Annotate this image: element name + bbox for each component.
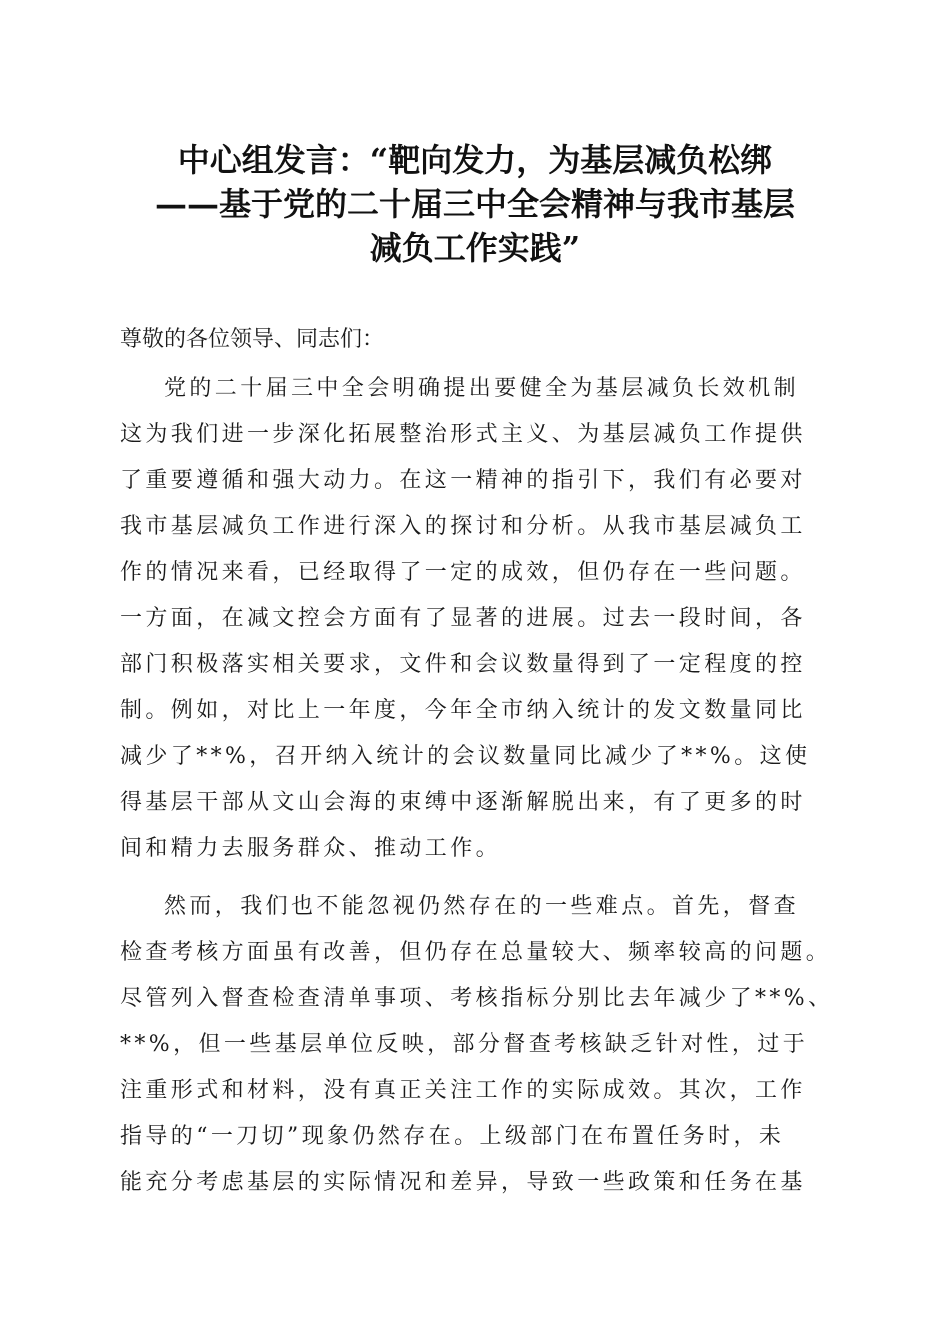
- paragraph-line: 一方面，在减文控会方面有了显著的进展。过去一段时间，各: [120, 606, 806, 631]
- paragraph-line: 指导的“一刀切”现象仍然存在。上级部门在布置任务时，未: [120, 1124, 785, 1149]
- paragraph-line: 尽管列入督查检查清单事项、考核指标分别比去年减少了**%、: [120, 986, 834, 1011]
- paragraph-line: 这为我们进一步深化拓展整治形式主义、为基层减负工作提供: [120, 422, 806, 447]
- paragraph-line: 间和精力去服务群众、推动工作。: [120, 836, 502, 861]
- salutation: 尊敬的各位领导、同志们：: [120, 327, 385, 352]
- paragraph-line: 作的情况来看，已经取得了一定的成效，但仍存在一些问题。: [120, 560, 806, 585]
- paragraph-2: [120, 884, 840, 1206]
- paragraph-line: 我市基层减负工作进行深入的探讨和分析。从我市基层减负工: [120, 514, 806, 539]
- title-line-1: 中心组发言：“靶向发力，为基层减负松绑: [177, 141, 773, 179]
- document-title: [100, 138, 850, 270]
- paragraph-line: 得基层干部从文山会海的束缚中逐渐解脱出来，有了更多的时: [120, 790, 806, 815]
- paragraph-line: 注重形式和材料，没有真正关注工作的实际成效。其次，工作: [120, 1078, 806, 1103]
- paragraph-1: [120, 366, 840, 872]
- paragraph-line: **%，但一些基层单位反映，部分督查考核缺乏针对性，过于: [120, 1032, 809, 1057]
- document-body: [120, 320, 840, 1206]
- paragraph-line: 部门积极落实相关要求，文件和会议数量得到了一定程度的控: [120, 652, 806, 677]
- title-line-3: 减负工作实践”: [369, 229, 581, 267]
- paragraph-line: 然而，我们也不能忽视仍然存在的一些难点。首先，督查: [164, 894, 800, 919]
- paragraph-line: 减少了**%，召开纳入统计的会议数量同比减少了**%。这使: [120, 744, 811, 769]
- paragraph-line: 党的二十届三中全会明确提出要健全为基层减负长效机制: [164, 376, 800, 401]
- title-line-2: ——基于党的二十届三中全会精神与我市基层: [154, 185, 795, 223]
- paragraph-line: 制。例如，对比上一年度，今年全市纳入统计的发文数量同比: [120, 698, 806, 723]
- paragraph-line: 了重要遵循和强大动力。在这一精神的指引下，我们有必要对: [120, 468, 806, 493]
- paragraph-line: 检查考核方面虽有改善，但仍存在总量较大、频率较高的问题。: [120, 940, 832, 965]
- paragraph-line: 能充分考虑基层的实际情况和差异，导致一些政策和任务在基: [120, 1170, 806, 1195]
